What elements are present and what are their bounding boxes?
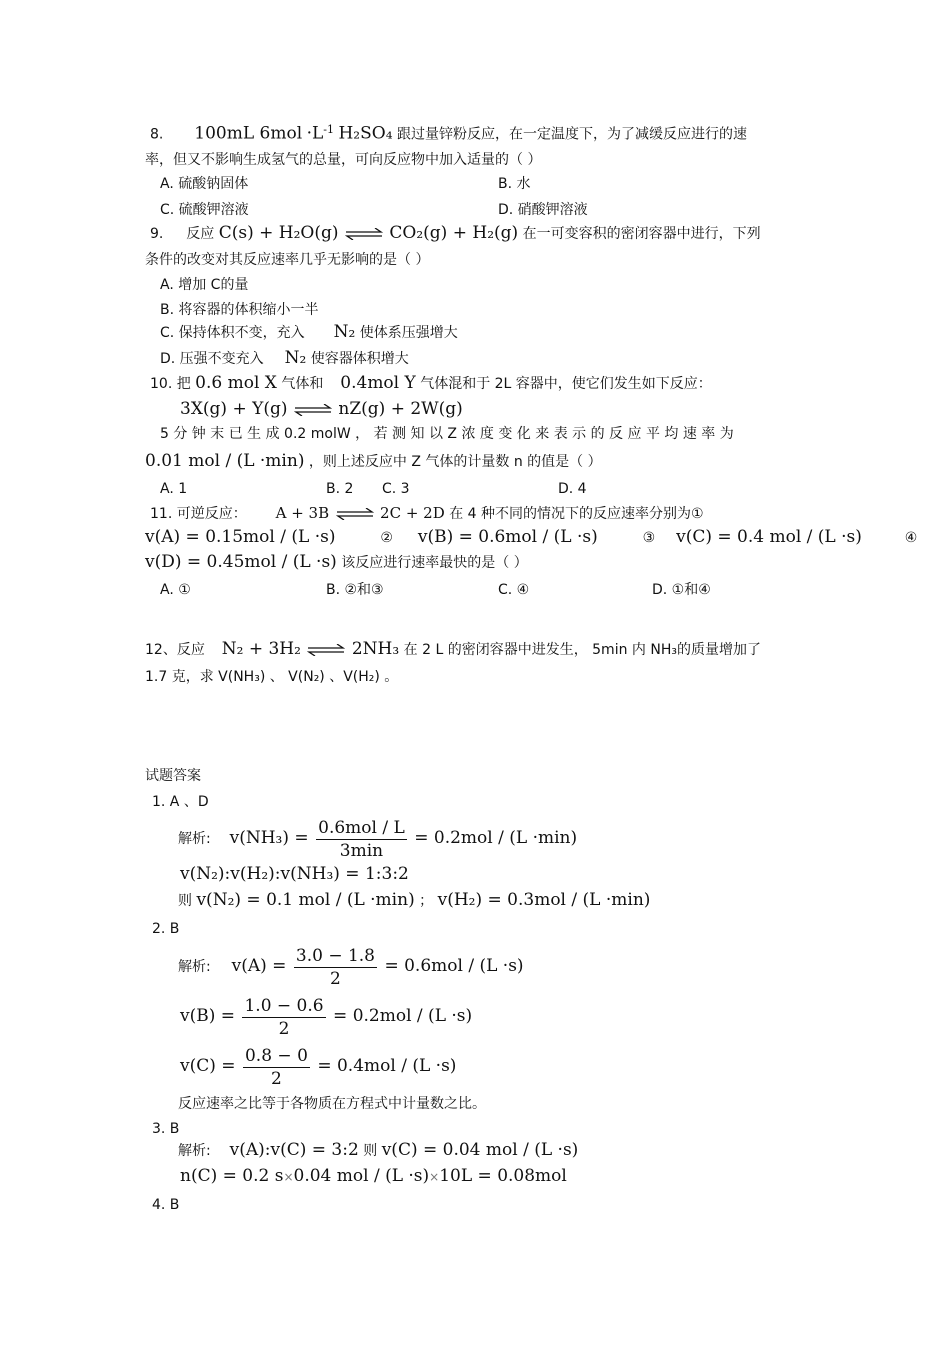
q11-lead: 11. 可逆反应： [150,506,247,522]
answer-3-ze: 则 [363,1143,378,1159]
answer-2-va-lhs: v(A) = [231,956,287,976]
q11-rate-4: v(D) = 0.45mol / (L ·s) [145,552,337,572]
q11-line3 [145,552,528,573]
answer-2-va-fraction [294,945,377,990]
answer-2-vb-fraction [242,995,325,1040]
answer-2-vc-rhs: = 0.4mol / (L ·s) [317,1056,457,1076]
q9-text: 在一可变容积的密闭容器中进行，下列 [522,226,761,242]
q11-rate-1: v(A) = 0.15mol / (L ·s) [145,527,336,547]
q10-x-amount: 0.6 mol X [195,373,277,393]
equilibrium-arrow-icon [345,228,383,240]
q10-equation [180,399,463,420]
q8-number: 8. [150,126,164,143]
q11-rate-3: v(C) = 0.4 mol / (L ·s) [676,527,862,547]
answer-3-nc-time: n(C) = 0.2 s [180,1166,284,1186]
q9-line1 [150,223,761,244]
q9-equation-rhs: CO₂(g) + H₂(g) [389,223,519,243]
q11-line2 [145,527,917,548]
q11-equation-rhs: 2C + 2D [380,504,445,522]
q12-lead: 12、反应 [145,642,205,658]
q12-line2: 1.7 克，求 V(NH₃) 、 V(N₂) 、V(H₂) 。 [145,669,399,685]
answer-3-line1 [178,1140,578,1161]
answer-2-conclusion: 反应速率之比等于各物质在方程式中计量数之比。 [178,1096,486,1112]
answer-2-vb-denominator: 2 [278,1018,290,1039]
q8-option-d: D. 硝酸钾溶液 [498,202,588,218]
q10-equation-lhs: 3X(g) + Y(g) [180,399,288,419]
q9-line2: 条件的改变对其反应速率几乎无影响的是（ ） [145,252,430,268]
q8-unit: ·L [306,123,324,144]
answer-1-ratio: v(N₂):v(H₂):v(NH₃) = 1:3:2 [180,864,409,884]
q9-lead: 反应 [186,226,215,242]
answer-1-v-h2: v(H₂) = 0.3mol / (L ·min) [437,890,651,910]
q10-line3: 5 分 钟 末 已 生 成 0.2 molW ， 若 测 知 以 Z 浓 度 变 化 来 表 示 的 反 应 平 均 速 率 为 [160,426,734,442]
answer-2-vc-denominator: 2 [271,1068,282,1089]
q11-option-d: D. ①和④ [652,582,711,598]
q12-line1 [145,639,761,660]
q11-circle-3: ③ [642,530,656,546]
answer-3-jiexi: 解析: [178,1143,211,1159]
answer-3-line2 [180,1166,567,1187]
answer-3-vc: v(C) = 0.04 mol / (L ·s) [381,1140,579,1160]
answer-1-fraction [316,817,407,862]
q10-rate: 0.01 mol / (L ·min) [145,451,305,471]
q10-equation-rhs: nZ(g) + 2W(g) [338,399,463,419]
q10-text-a: 气体和 [281,376,324,392]
q9-option-c-formula: N₂ [333,322,356,342]
answer-2-vb-rhs: = 0.2mol / (L ·s) [333,1006,473,1026]
answer-2-formula-c [180,1042,456,1091]
answer-1-rhs: = 0.2mol / (L ·min) [414,828,578,848]
q11-option-a: A. ① [160,582,191,598]
answer-2-va-rhs: = 0.6mol / (L ·s) [384,956,524,976]
q10-option-d: D. 4 [558,481,587,497]
answers-heading: 试题答案 [145,768,201,784]
q10-option-b: B. 2 [326,481,354,497]
q9-equation-lhs: C(s) + H₂O(g) [218,223,339,243]
q10-option-c: C. 3 [382,481,410,497]
answer-1-separator: ； [419,893,434,909]
q8-line2: 率，但又不影响生成氢气的总量，可向反应物中加入适量的（ ） [145,152,542,168]
q9-option-c [160,322,458,343]
answer-2-vc-fraction [243,1045,310,1090]
q10-option-a: A. 1 [160,481,188,497]
answer-1-numerator: 0.6mol / L [318,817,405,838]
answer-1-lhs: v(NH₃) = [229,828,309,848]
q10-text-b: 气体混和于 2L 容器中，使它们发生如下反应： [420,376,712,392]
answer-3-nc-result: 10L = 0.08mol [439,1166,567,1186]
q11-circle-2: ② [380,530,393,546]
q8-line1 [150,120,747,145]
answer-2-label: 2. B [152,921,180,937]
q12-text: 在 2 L 的密闭容器中进发生， 5min 内 NH₃的质量增加了 [403,642,761,658]
q9-option-d-tail: 使容器体积增大 [310,351,409,367]
q8-option-c: C. 硫酸钾溶液 [160,202,249,218]
answer-1-formula [178,814,577,863]
q9-option-d [160,348,409,369]
q8-option-b: B. 水 [498,176,531,192]
q11-option-c: C. ④ [498,582,530,598]
q11-equation-lhs: A + 3B [275,504,330,522]
answer-1-jiexi: 解析: [178,831,211,847]
q8-text: 跟过量锌粉反应，在一定温度下，为了减缓反应进行的速 [396,126,747,143]
answer-4-label: 4. B [152,1197,180,1213]
answer-3-label: 3. B [152,1121,180,1137]
times-icon: × [283,1170,294,1184]
answer-1-label: 1. A 、D [152,794,209,810]
equilibrium-arrow-icon [294,404,332,416]
answer-2-vc-lhs: v(C) = [180,1056,236,1076]
q10-line4-text: ，则上述反应中 Z 气体的计量数 n 的值是（ ） [308,454,602,470]
q9-option-d-text: D. 压强不变充入 [160,351,264,367]
answer-2-formula-a [178,942,524,991]
q10-line4 [145,451,602,472]
answer-1-denominator: 3min [339,840,384,861]
q9-option-d-formula: N₂ [284,348,307,368]
q9-option-c-text: C. 保持体积不变，充入 [160,325,305,341]
answer-1-result-lead: 则 [178,893,192,909]
times-icon: × [429,1170,440,1184]
answer-1-v-n2: v(N₂) = 0.1 mol / (L ·min) [196,890,415,910]
answer-1-result [178,890,650,911]
q8-option-a: A. 硫酸钠固体 [160,176,249,192]
answer-2-formula-b [180,992,472,1041]
answer-2-va-denominator: 2 [330,968,341,989]
answer-2-vb-numerator: 1.0 − 0.6 [244,995,324,1016]
equilibrium-arrow-icon [336,508,374,520]
q9-option-c-tail: 使体系压强增大 [359,325,458,341]
answer-3-nc-rate: 0.04 mol / (L ·s) [293,1166,430,1186]
answer-2-vb-lhs: v(B) = [180,1006,236,1026]
answer-2-jiexi: 解析: [178,959,211,975]
equilibrium-arrow-icon [307,644,345,656]
q10-lead: 10. 把 [150,376,191,392]
q10-y-amount: 0.4mol Y [340,373,416,393]
answer-2-vc-numerator: 0.8 − 0 [244,1045,308,1066]
q11-text: 在 4 种不同的情况下的反应速率分别为① [449,506,704,522]
q9-number: 9. [150,226,164,242]
q8-concentration: 100mL 6mol [194,123,303,144]
q11-option-b: B. ②和③ [326,582,384,598]
q12-equation-lhs: N₂ + 3H₂ [221,639,301,659]
q11-rate-2: v(B) = 0.6mol / (L ·s) [417,527,598,547]
q9-option-a: A. 增加 C的量 [160,277,249,293]
q10-line1 [150,373,712,394]
q8-unit-exponent: -1 [323,123,335,136]
q11-question: 该反应进行速率最快的是（ ） [341,555,528,571]
answer-3-ratio: v(A):v(C) = 3:2 [229,1140,359,1160]
q8-acid: H₂SO₄ [338,123,393,144]
answer-2-va-numerator: 3.0 − 1.8 [295,945,375,966]
q11-circle-4: ④ [904,530,918,546]
q12-equation-rhs: 2NH₃ [351,639,400,659]
q9-option-b: B. 将容器的体积缩小一半 [160,302,319,318]
q11-line1 [150,503,704,524]
